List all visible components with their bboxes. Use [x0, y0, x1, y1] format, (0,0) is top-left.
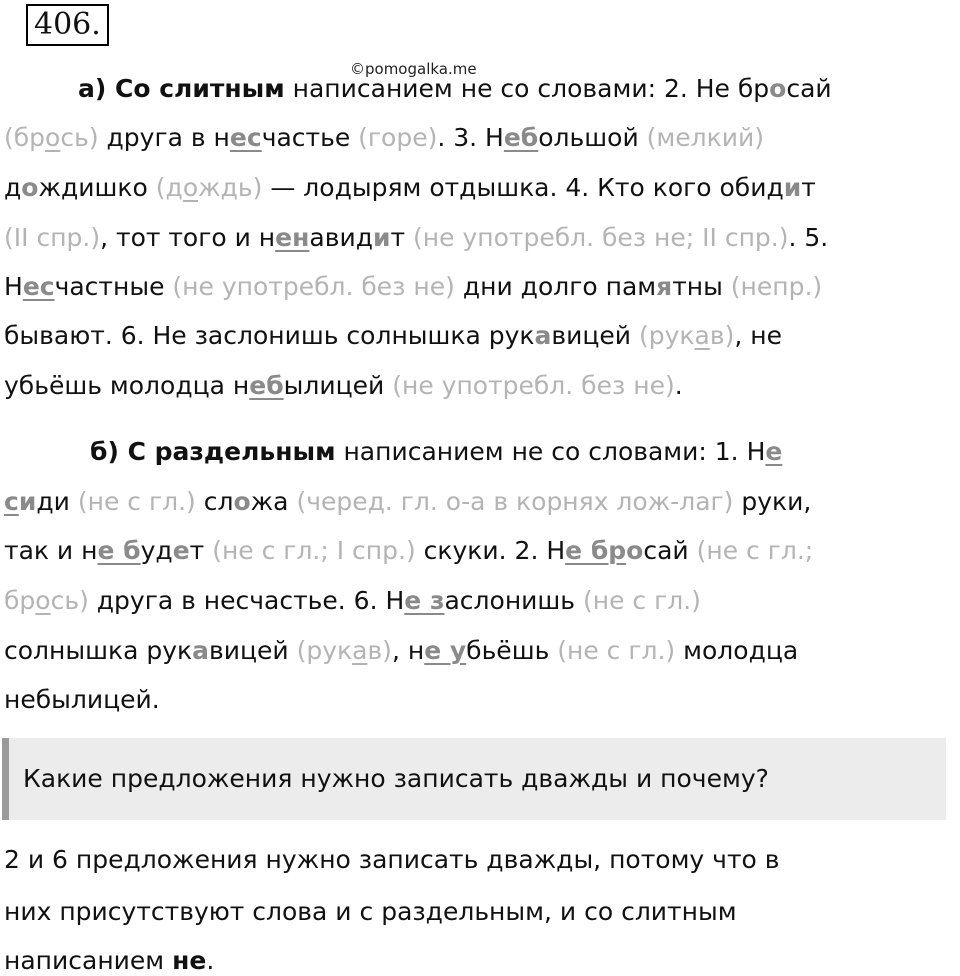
- highlighted-letter: е: [172, 536, 190, 565]
- text-segment: бывают. 6. Не заслонишь солнышка рук: [4, 321, 535, 350]
- grammar-note: о: [45, 123, 61, 152]
- answer-line: [4, 845, 780, 875]
- text-segment: .: [206, 946, 215, 975]
- answer-line: [4, 946, 214, 976]
- text-segment: вицей: [209, 636, 297, 665]
- text-segment: т: [390, 223, 414, 252]
- text-segment: убьёшь молодца н: [4, 371, 250, 400]
- grammar-note: (не с гл.): [582, 586, 701, 615]
- grammar-note: о: [182, 173, 199, 202]
- watermark: ©pomogalka.me: [350, 60, 477, 78]
- grammar-note: (рук: [296, 636, 353, 665]
- grammar-note: а: [352, 636, 368, 665]
- text-segment: молодца: [675, 636, 799, 665]
- question-text: Какие предложения нужно записать дважды и почему?: [23, 764, 769, 793]
- part-a-line: [78, 74, 832, 104]
- text-segment: друга в несчастье. 6. Н: [88, 586, 405, 615]
- text-segment: частье: [261, 123, 359, 152]
- highlighted-letter: а: [534, 321, 552, 350]
- highlighted-letter: о: [21, 173, 39, 202]
- highlighted-letter: е у: [424, 636, 467, 665]
- text-segment: д: [4, 173, 22, 202]
- grammar-note: (не с гл.): [557, 636, 676, 665]
- highlighted-letter: а: [192, 636, 209, 665]
- highlighted-letter: е з: [404, 586, 445, 615]
- part-b-line: [4, 487, 811, 517]
- text-segment: ылицей: [283, 371, 393, 400]
- grammar-note: (не с гл.; I спр.): [212, 536, 416, 565]
- text-segment: , н: [391, 636, 425, 665]
- text-segment: Н: [4, 272, 23, 301]
- text-segment: жа: [250, 487, 297, 516]
- answer-line: [4, 897, 737, 927]
- bold-label: б) С раздельным: [90, 437, 336, 466]
- text-segment: сай: [786, 74, 832, 103]
- text-segment: написанием: [4, 946, 173, 975]
- text-segment: руки,: [733, 487, 812, 516]
- grammar-note: (мелкий): [646, 123, 764, 152]
- text-segment: написанием не со словами: 1. Н: [335, 437, 766, 466]
- grammar-note: сь): [50, 586, 89, 615]
- part-a-line: [4, 371, 683, 401]
- highlighted-letter: о: [626, 536, 644, 565]
- text-segment: частные: [54, 272, 173, 301]
- part-a-line: [4, 321, 782, 351]
- part-b-line: [90, 437, 782, 467]
- highlighted-letter: с: [4, 487, 19, 516]
- highlighted-letter: еб: [503, 123, 539, 152]
- highlighted-letter: еб: [249, 371, 284, 400]
- highlighted-letter: ес: [22, 272, 55, 301]
- text-segment: солнышка рук: [4, 636, 193, 665]
- text-segment: аслонишь: [444, 586, 583, 615]
- text-segment: вицей: [551, 321, 639, 350]
- text-segment: ждишко: [38, 173, 156, 202]
- highlighted-letter: и: [783, 173, 802, 202]
- grammar-note: (черед. гл. о-а в корнях лож-лаг): [296, 487, 734, 516]
- text-segment: них присутствуют слова и с раздельным, и со слитным: [4, 897, 737, 926]
- grammar-note: сь): [60, 123, 99, 152]
- highlighted-letter: и: [372, 223, 391, 252]
- text-segment: тны: [672, 272, 731, 301]
- text-segment: ольшой: [538, 123, 647, 152]
- grammar-note: бр: [4, 586, 36, 615]
- text-segment: 2 и 6 предложения нужно записать дважды, потому что в: [4, 845, 780, 874]
- grammar-note: (горе): [358, 123, 438, 152]
- highlighted-letter: я: [656, 272, 673, 301]
- text-segment: , тот того и н: [100, 223, 276, 252]
- grammar-note: в): [709, 321, 735, 350]
- text-segment: бьёшь: [466, 636, 558, 665]
- text-segment: . 5.: [788, 223, 829, 252]
- text-segment: — лодырям отдышка. 4. Кто кого обид: [262, 173, 784, 202]
- grammar-note: (не с гл.): [77, 487, 196, 516]
- text-segment: сл: [195, 487, 234, 516]
- grammar-note: а: [694, 321, 710, 350]
- highlighted-letter: ес: [229, 123, 262, 152]
- grammar-note: (бр: [4, 123, 46, 152]
- highlighted-letter: и: [18, 487, 37, 516]
- bold-label: не: [172, 946, 207, 975]
- text-segment: друга в н: [98, 123, 230, 152]
- exercise-number: 406.: [26, 4, 109, 46]
- highlighted-letter: е бр: [565, 536, 627, 565]
- grammar-note: (не употребл. без не; II спр.): [413, 223, 789, 252]
- highlighted-letter: е б: [97, 536, 141, 565]
- text-segment: .: [674, 371, 683, 400]
- part-a-line: [4, 123, 764, 153]
- part-b-line: [4, 685, 160, 715]
- part-b-line: [4, 636, 798, 666]
- text-segment: небылицей.: [4, 685, 160, 714]
- text-segment: , не: [734, 321, 782, 350]
- highlighted-letter: о: [769, 74, 787, 103]
- highlighted-letter: о: [233, 487, 251, 516]
- text-segment: т: [189, 536, 213, 565]
- part-b-line: [4, 536, 813, 566]
- text-segment: . 3. Н: [437, 123, 504, 152]
- text-segment: написанием не со словами: 2. Не бр: [284, 74, 770, 103]
- text-segment: авид: [309, 223, 373, 252]
- bold-label: а) Со слитным: [78, 74, 285, 103]
- part-a-line: [4, 173, 816, 203]
- grammar-note: о: [35, 586, 51, 615]
- text-segment: так и н: [4, 536, 98, 565]
- grammar-note: (не употребл. без не): [172, 272, 455, 301]
- grammar-note: (непр.): [730, 272, 823, 301]
- grammar-note: (рук: [638, 321, 695, 350]
- grammar-note: ждь): [198, 173, 263, 202]
- highlighted-letter: е: [765, 437, 783, 466]
- text-segment: дни долго пам: [454, 272, 657, 301]
- highlighted-letter: ен: [275, 223, 310, 252]
- grammar-note: (д: [155, 173, 183, 202]
- part-a-line: [4, 272, 822, 302]
- part-a-line: [4, 223, 828, 253]
- question-box: [2, 738, 946, 820]
- text-segment: скуки. 2. Н: [415, 536, 566, 565]
- grammar-note: (не употребл. без не): [392, 371, 675, 400]
- grammar-note: (II спр.): [4, 223, 101, 252]
- text-segment: уд: [140, 536, 173, 565]
- grammar-note: в): [367, 636, 392, 665]
- text-segment: ди: [36, 487, 78, 516]
- text-segment: сай: [643, 536, 697, 565]
- text-segment: т: [801, 173, 816, 202]
- part-b-line: [4, 586, 701, 616]
- grammar-note: (не с гл.;: [696, 536, 814, 565]
